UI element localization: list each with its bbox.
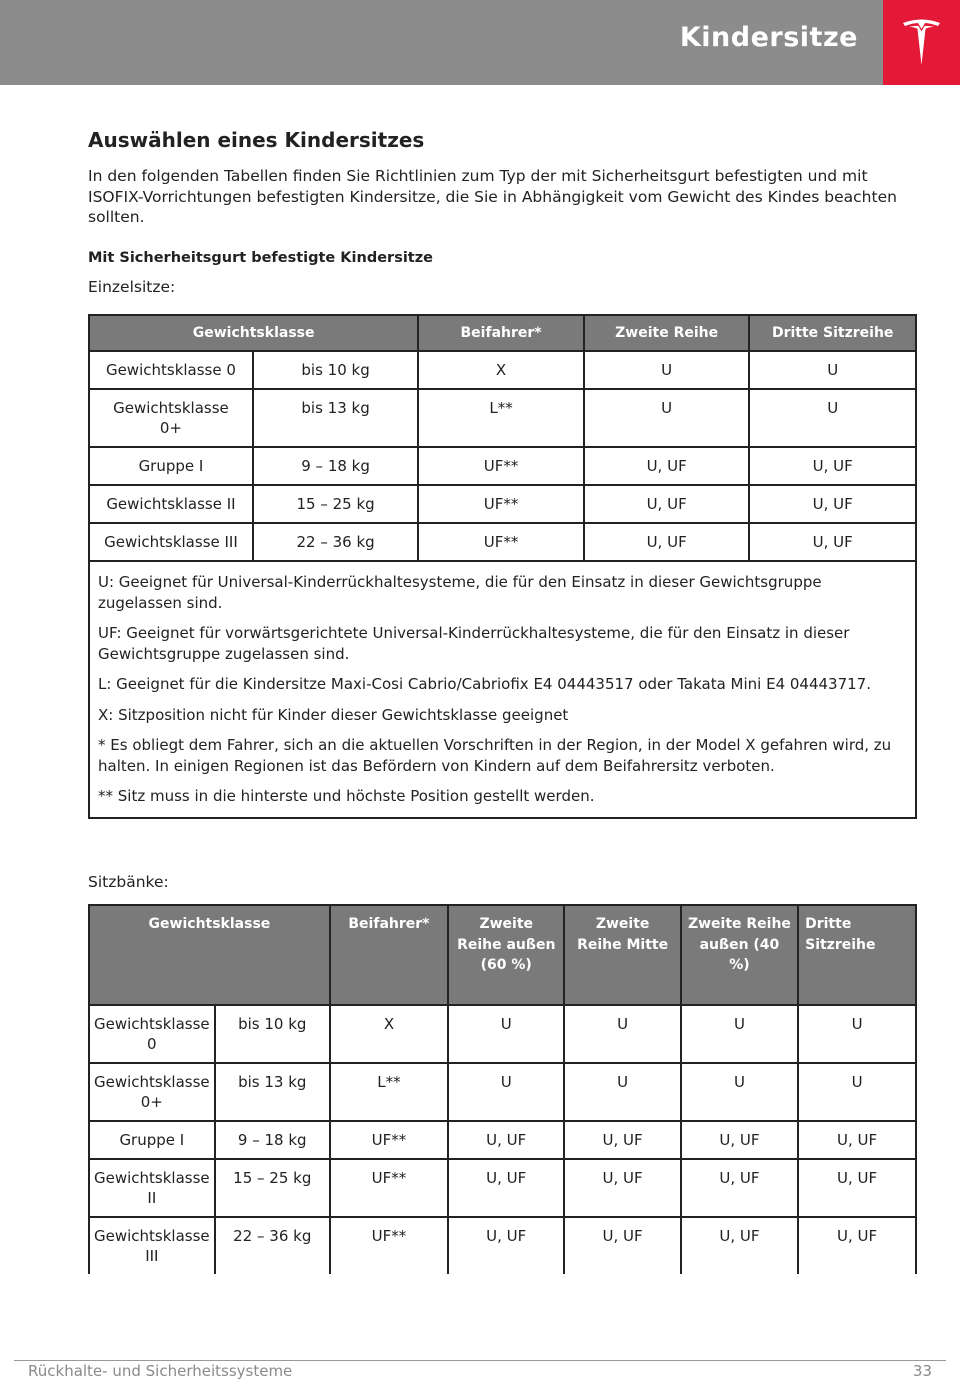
table-cell: Gruppe I [89,1121,215,1159]
table-cell: Gewichtsklasse 0+ [89,1063,215,1121]
table-cell: U [564,1005,680,1063]
table-cell: bis 13 kg [215,1063,330,1121]
column-header: Beifahrer* [330,905,448,1005]
column-header: Zweite Reihe Mitte [564,905,680,1005]
table-cell: Gruppe I [89,447,253,485]
tesla-logo-icon [901,17,942,67]
table-cell: Gewichtsklasse II [89,485,253,523]
table-cell: U [584,389,750,447]
legend-note: UF: Geeignet für vorwärtsgerichtete Universal-Kinderrückhaltesysteme, die für den Einsatz in dieser Gewichtsgruppe zugelassen sind. [98,624,850,663]
table-cell: U, UF [564,1121,680,1159]
table-cell: U [681,1005,798,1063]
table-cell: U [798,1063,916,1121]
table-cell: U, UF [798,1121,916,1159]
table-cell: Gewichtsklasse II [89,1159,215,1217]
table-cell: U, UF [584,485,750,523]
table-cell: U, UF [564,1159,680,1217]
column-header: Dritte Sitzreihe [749,315,916,351]
legend-note: U: Geeignet für Universal-Kinderrückhaltesysteme, die für den Einsatz in dieser Gewichtsgruppe zugelassen sind. [98,573,822,612]
table-cell: Gewichtsklasse III [89,523,253,561]
table-row [89,447,916,485]
legend-note: ** Sitz muss in die hinterste und höchste Position gestellt werden. [98,787,595,805]
table-cell: U, UF [681,1217,798,1274]
table-cell: U, UF [448,1121,564,1159]
table-cell: bis 10 kg [215,1005,330,1063]
table-cell: U, UF [564,1217,680,1274]
column-header: Zweite Reihe außen (40 %) [681,905,798,1005]
legend-cell [89,561,916,818]
single-seats-table [88,314,917,819]
table-cell: U, UF [448,1159,564,1217]
table-cell: bis 13 kg [253,389,418,447]
legend-note: X: Sitzposition nicht für Kinder dieser Gewichtsklasse geeignet [98,705,569,724]
table-row [89,351,916,389]
table-cell: U, UF [584,447,750,485]
table-cell: 22 – 36 kg [215,1217,330,1274]
bench-seats-table [88,904,917,1274]
table-cell: U, UF [448,1217,564,1274]
table-cell: Gewichtsklasse 0 [89,351,253,389]
table-cell: 15 – 25 kg [253,485,418,523]
brand-logo [883,0,960,85]
table-cell: U [798,1005,916,1063]
table-row [89,523,916,561]
table-cell: U [749,351,916,389]
table-cell: U, UF [749,523,916,561]
table-cell: U [448,1063,564,1121]
table-cell: U, UF [749,447,916,485]
intro-section [88,128,918,296]
table-header-row [89,315,916,351]
single-seats-label: Einzelsitze: [88,277,176,296]
page-number: 33 [912,1362,932,1380]
footer-divider [14,1360,946,1361]
table-cell: U, UF [749,485,916,523]
table-cell: U, UF [584,523,750,561]
column-header: Zweite Reihe [584,315,750,351]
footer-section-name: Rückhalte- und Sicherheitssysteme [28,1362,293,1380]
table-cell: UF** [418,523,584,561]
table-cell: U [681,1063,798,1121]
table-cell: 22 – 36 kg [253,523,418,561]
table-row [89,1063,916,1121]
legend-note: L: Geeignet für die Kindersitze Maxi-Cosi Cabrio/Cabriofix E4 04443517 oder Takata Mini E4 04443717. [98,675,871,693]
table-cell: L** [330,1063,448,1121]
table-row [89,485,916,523]
table-cell: U, UF [681,1121,798,1159]
table-cell: Gewichtsklasse 0 [89,1005,215,1063]
page-header [0,0,960,85]
table-cell: UF** [330,1217,448,1274]
table-cell: U [448,1005,564,1063]
table-cell: 15 – 25 kg [215,1159,330,1217]
table-cell: UF** [418,485,584,523]
table-cell: X [418,351,584,389]
table-row [89,1121,916,1159]
table-cell: U, UF [798,1217,916,1274]
table-cell: U, UF [681,1159,798,1217]
column-header: Dritte Sitzreihe [798,905,916,1005]
section-title: Auswählen eines Kindersitzes [88,128,425,152]
table-cell: U [564,1063,680,1121]
table-cell: Gewichtsklasse III [89,1217,215,1274]
bench-seats-label: Sitzbänke: [88,873,169,891]
legend-row [89,561,916,818]
table-cell: X [330,1005,448,1063]
table-row [89,1005,916,1063]
table-cell: L** [418,389,584,447]
table-row [89,1159,916,1217]
table-cell: 9 – 18 kg [215,1121,330,1159]
legend-note: * Es obliegt dem Fahrer, sich an die aktuellen Vorschriften in der Region, in der Model X gefahren wird, zu halten. In einigen Regionen ist das Befördern von Kindern auf dem Beifahrersitz verboten. [98,736,892,775]
table-cell: U, UF [798,1159,916,1217]
intro-paragraph: In den folgenden Tabellen finden Sie Richtlinien zum Typ der mit Sicherheitsgurt befestigten und mit ISOFIX-Vorrichtungen befestigten Kindersitze, die Sie in Abhängigkeit vom Gewicht des Kindes beachten sollten. [88,167,897,226]
table-cell: U [749,389,916,447]
table-row [89,389,916,447]
table-cell: Gewichtsklasse 0+ [89,389,253,447]
table-cell: UF** [418,447,584,485]
table-cell: bis 10 kg [253,351,418,389]
table-cell: U [584,351,750,389]
table-cell: UF** [330,1121,448,1159]
column-header: Gewichtsklasse [89,315,418,351]
column-header: Beifahrer* [418,315,584,351]
table-cell: 9 – 18 kg [253,447,418,485]
table-header-row [89,905,916,1005]
table-cell: UF** [330,1159,448,1217]
subheading: Mit Sicherheitsgurt befestigte Kindersitze [88,249,433,266]
column-header: Zweite Reihe außen (60 %) [448,905,564,1005]
table-row [89,1217,916,1274]
chapter-title: Kindersitze [679,22,858,53]
column-header: Gewichtsklasse [89,905,330,1005]
